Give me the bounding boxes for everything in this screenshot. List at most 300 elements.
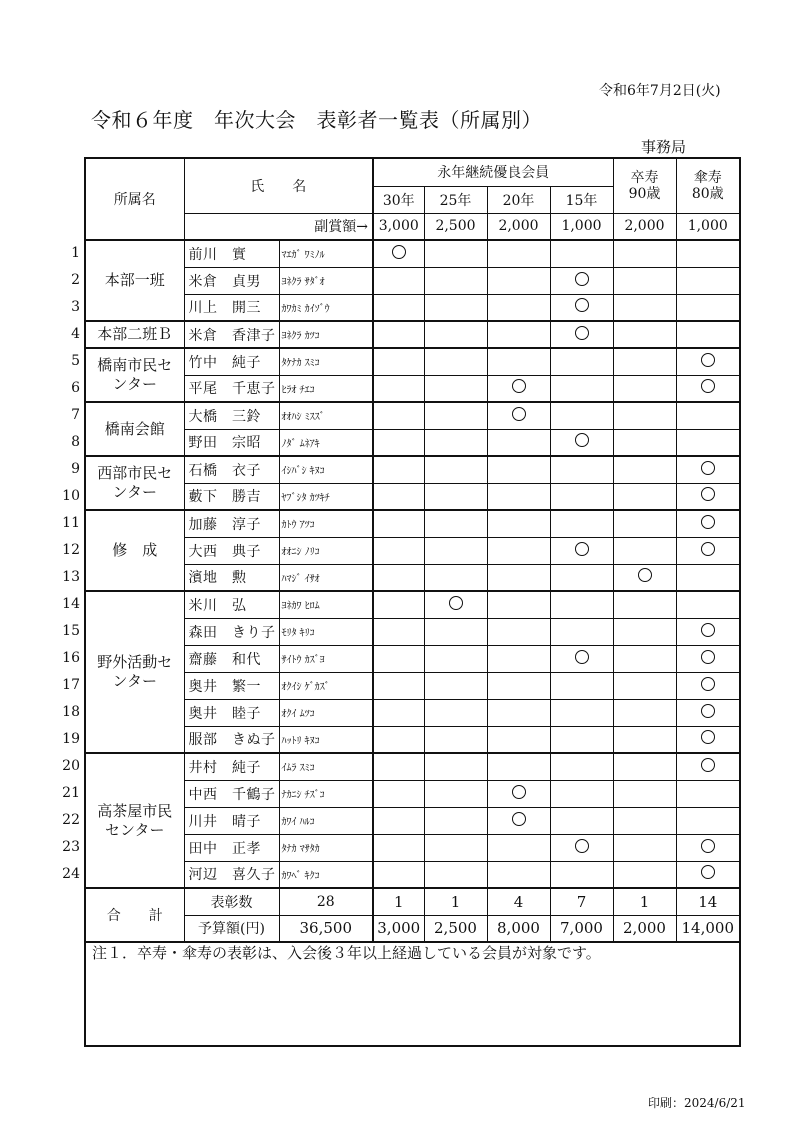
award-cell xyxy=(613,834,676,861)
award-cell xyxy=(424,618,487,645)
award-cell xyxy=(550,564,613,591)
award-cell xyxy=(487,537,550,564)
award-circle-mark xyxy=(701,542,715,556)
member-kana: ﾖﾈｸﾗ ｶﾂｺ xyxy=(279,321,373,348)
award-cell xyxy=(613,645,676,672)
award-cell xyxy=(676,375,740,402)
row-number: 13 xyxy=(62,568,80,585)
member-kana: ﾀｹﾅｶ ｽﾐｺ xyxy=(279,348,373,375)
award-circle-mark xyxy=(575,650,589,664)
award-cell xyxy=(424,294,487,321)
award-cell xyxy=(373,807,424,834)
award-cell xyxy=(487,672,550,699)
award-cell xyxy=(373,267,424,294)
award-cell xyxy=(550,429,613,456)
member-kana: ﾔﾌﾞｼﾀ ｶﾂｷﾁ xyxy=(279,483,373,510)
award-cell xyxy=(613,456,676,483)
award-circle-mark xyxy=(701,515,715,529)
award-circle-mark xyxy=(512,379,526,393)
header-sotsuju: 卒寿 90歳 xyxy=(613,158,676,213)
header-sanju: 傘寿 80歳 xyxy=(676,158,740,213)
table-row xyxy=(85,348,740,375)
header-affiliation: 所属名 xyxy=(85,158,184,240)
award-cell xyxy=(676,699,740,726)
award-cell xyxy=(676,402,740,429)
award-cell xyxy=(424,591,487,618)
note-box xyxy=(84,936,741,1047)
row-number: 21 xyxy=(62,784,80,801)
count-value: 1 xyxy=(424,888,487,915)
sub-prize-amount: 1,000 xyxy=(676,213,740,240)
row-number: 4 xyxy=(71,325,80,342)
award-cell xyxy=(550,780,613,807)
award-cell xyxy=(487,456,550,483)
award-circle-mark xyxy=(701,353,715,367)
header-20y: 20年 xyxy=(487,186,550,213)
award-cell xyxy=(424,672,487,699)
award-cell xyxy=(676,510,740,537)
table-row xyxy=(85,753,740,780)
award-cell xyxy=(613,618,676,645)
award-cell xyxy=(373,240,424,267)
award-cell xyxy=(676,672,740,699)
award-cell xyxy=(550,618,613,645)
award-cell xyxy=(424,537,487,564)
award-circle-mark xyxy=(701,650,715,664)
award-cell xyxy=(487,294,550,321)
award-circle-mark xyxy=(701,865,715,879)
table-row xyxy=(85,564,740,591)
row-number: 12 xyxy=(62,541,80,558)
award-cell xyxy=(613,699,676,726)
award-cell xyxy=(550,645,613,672)
award-cell xyxy=(424,348,487,375)
award-cell xyxy=(550,537,613,564)
member-name: 河辺 喜久子 xyxy=(184,861,279,888)
award-cell xyxy=(487,348,550,375)
award-cell xyxy=(373,483,424,510)
award-cell xyxy=(613,429,676,456)
row-number: 8 xyxy=(71,433,80,450)
member-kana: ｵｵﾊｼ ﾐｽｽﾞ xyxy=(279,402,373,429)
table-row xyxy=(85,618,740,645)
member-name: 田中 正孝 xyxy=(184,834,279,861)
award-cell xyxy=(373,753,424,780)
award-cell xyxy=(424,861,487,888)
count-value: 1 xyxy=(613,888,676,915)
member-kana: ﾉﾀﾞ ﾑﾈｱｷ xyxy=(279,429,373,456)
award-cell xyxy=(487,321,550,348)
award-cell xyxy=(487,483,550,510)
award-cell xyxy=(424,645,487,672)
award-cell xyxy=(676,321,740,348)
award-cell xyxy=(676,834,740,861)
budget-total: 36,500 xyxy=(279,915,373,942)
award-cell xyxy=(550,267,613,294)
award-cell xyxy=(487,591,550,618)
award-cell xyxy=(424,402,487,429)
award-cell xyxy=(613,321,676,348)
member-kana: ﾅｶﾆｼ ﾁｽﾞｺ xyxy=(279,780,373,807)
count-total: 28 xyxy=(279,888,373,915)
award-cell xyxy=(487,564,550,591)
award-cell xyxy=(613,564,676,591)
award-cell xyxy=(550,483,613,510)
award-cell xyxy=(550,348,613,375)
award-cell xyxy=(613,861,676,888)
award-cell xyxy=(613,294,676,321)
award-cell xyxy=(613,807,676,834)
award-cell xyxy=(487,240,550,267)
award-circle-mark xyxy=(392,245,406,259)
award-circle-mark xyxy=(701,487,715,501)
row-number: 6 xyxy=(71,379,80,396)
award-cell xyxy=(613,510,676,537)
award-cell xyxy=(424,267,487,294)
award-cell xyxy=(373,537,424,564)
header-15y: 15年 xyxy=(550,186,613,213)
affiliation-cell: 西部市民セ ンター xyxy=(85,456,184,510)
award-cell xyxy=(613,267,676,294)
member-kana: ﾊﾏｼﾞ ｲｻｵ xyxy=(279,564,373,591)
award-circle-mark xyxy=(701,839,715,853)
row-number: 19 xyxy=(62,730,80,747)
award-cell xyxy=(487,726,550,753)
table-row xyxy=(85,672,740,699)
member-kana: ﾓﾘﾀ ｷﾘｺ xyxy=(279,618,373,645)
award-cell xyxy=(373,861,424,888)
award-cell xyxy=(550,510,613,537)
member-kana: ｶﾄｳ ｱﾂｺ xyxy=(279,510,373,537)
member-name: 奥井 繁一 xyxy=(184,672,279,699)
award-cell xyxy=(373,456,424,483)
award-cell xyxy=(676,348,740,375)
table-row xyxy=(85,375,740,402)
table-row xyxy=(85,510,740,537)
member-kana: ｲﾑﾗ ｽﾐｺ xyxy=(279,753,373,780)
row-number: 18 xyxy=(62,703,80,720)
member-name: 石橋 衣子 xyxy=(184,456,279,483)
table-row xyxy=(85,402,740,429)
award-circle-mark xyxy=(575,272,589,286)
award-cell xyxy=(487,375,550,402)
office-label: 事務局 xyxy=(641,138,687,156)
sub-prize-amount: 2,500 xyxy=(424,213,487,240)
table-row xyxy=(85,429,740,456)
award-cell xyxy=(613,348,676,375)
member-name: 野田 宗昭 xyxy=(184,429,279,456)
award-cell xyxy=(550,321,613,348)
member-name: 大西 典子 xyxy=(184,537,279,564)
row-number: 5 xyxy=(71,352,80,369)
award-cell xyxy=(676,861,740,888)
award-cell xyxy=(487,753,550,780)
award-cell xyxy=(487,699,550,726)
member-kana: ｶﾜｲ ﾊﾙｺ xyxy=(279,807,373,834)
header-25y: 25年 xyxy=(424,186,487,213)
award-cell xyxy=(613,375,676,402)
table-row xyxy=(85,267,740,294)
row-number: 24 xyxy=(62,865,80,882)
row-number: 14 xyxy=(62,595,80,612)
award-cell xyxy=(550,861,613,888)
member-name: 竹中 純子 xyxy=(184,348,279,375)
award-cell xyxy=(487,402,550,429)
member-name: 米倉 貞男 xyxy=(184,267,279,294)
header-sub-prize: 副賞額→ xyxy=(184,213,373,240)
award-cell xyxy=(373,348,424,375)
row-number: 23 xyxy=(62,838,80,855)
award-cell xyxy=(613,753,676,780)
award-cell xyxy=(424,834,487,861)
award-cell xyxy=(373,402,424,429)
member-name: 服部 きぬ子 xyxy=(184,726,279,753)
award-cell xyxy=(373,672,424,699)
affiliation-cell: 本部二班Ｂ xyxy=(85,321,184,348)
table-row xyxy=(85,321,740,348)
table-row xyxy=(85,645,740,672)
note-text: 注１．卒寿・傘寿の表彰は、入会後３年以上経過している会員が対象です。 xyxy=(92,944,601,962)
award-cell xyxy=(676,240,740,267)
award-cell xyxy=(613,591,676,618)
member-kana: ｶﾜｶﾐ ｶｲｿﾞｳ xyxy=(279,294,373,321)
row-number: 1 xyxy=(71,244,80,261)
award-cell xyxy=(550,699,613,726)
member-name: 濱地 勲 xyxy=(184,564,279,591)
award-cell xyxy=(613,402,676,429)
award-cell xyxy=(676,591,740,618)
table-row xyxy=(85,726,740,753)
award-cell xyxy=(424,456,487,483)
award-cell xyxy=(550,726,613,753)
award-cell xyxy=(424,240,487,267)
award-cell xyxy=(487,807,550,834)
award-circle-mark xyxy=(701,758,715,772)
member-kana: ｵｵﾆｼ ﾉﾘｺ xyxy=(279,537,373,564)
member-name: 米倉 香津子 xyxy=(184,321,279,348)
award-cell xyxy=(487,834,550,861)
budget-value: 2,000 xyxy=(613,915,676,942)
row-number: 15 xyxy=(62,622,80,639)
affiliation-cell: 修 成 xyxy=(85,510,184,591)
member-name: 奥井 睦子 xyxy=(184,699,279,726)
award-cell xyxy=(373,834,424,861)
table-row xyxy=(85,834,740,861)
award-circle-mark xyxy=(701,704,715,718)
row-number: 22 xyxy=(62,811,80,828)
count-value: 7 xyxy=(550,888,613,915)
member-name: 藪下 勝吉 xyxy=(184,483,279,510)
award-circle-mark xyxy=(701,379,715,393)
award-cell xyxy=(550,294,613,321)
member-name: 加藤 淳子 xyxy=(184,510,279,537)
member-name: 平尾 千恵子 xyxy=(184,375,279,402)
sub-prize-amount: 3,000 xyxy=(373,213,424,240)
award-cell xyxy=(550,240,613,267)
budget-value: 2,500 xyxy=(424,915,487,942)
member-kana: ｲｼﾊﾞｼ ｷﾇｺ xyxy=(279,456,373,483)
award-cell xyxy=(550,456,613,483)
award-cell xyxy=(487,510,550,537)
member-name: 井村 純子 xyxy=(184,753,279,780)
document-title: 令和６年度 年次大会 表彰者一覧表（所属別） xyxy=(91,108,542,132)
award-cell xyxy=(613,240,676,267)
award-cell xyxy=(676,780,740,807)
table-row xyxy=(85,483,740,510)
award-cell xyxy=(613,537,676,564)
award-cell xyxy=(550,753,613,780)
member-name: 齋藤 和代 xyxy=(184,645,279,672)
award-circle-mark xyxy=(575,433,589,447)
member-name: 川上 開三 xyxy=(184,294,279,321)
award-cell xyxy=(676,483,740,510)
award-cell xyxy=(676,645,740,672)
count-label: 表彰数 xyxy=(184,888,279,915)
award-cell xyxy=(676,294,740,321)
award-cell xyxy=(676,267,740,294)
header-name: 氏 名 xyxy=(184,158,373,213)
award-cell xyxy=(550,375,613,402)
table-row xyxy=(85,591,740,618)
row-number: 9 xyxy=(71,460,80,477)
row-number: 17 xyxy=(62,676,80,693)
award-cell xyxy=(424,510,487,537)
member-name: 大橋 三鈴 xyxy=(184,402,279,429)
member-kana: ﾖﾈｸﾗ ｻﾀﾞｵ xyxy=(279,267,373,294)
award-circle-mark xyxy=(575,542,589,556)
table-row xyxy=(85,861,740,888)
budget-value: 7,000 xyxy=(550,915,613,942)
sub-prize-amount: 1,000 xyxy=(550,213,613,240)
member-name: 川井 晴子 xyxy=(184,807,279,834)
award-cell xyxy=(487,618,550,645)
award-circle-mark xyxy=(701,677,715,691)
award-circle-mark xyxy=(512,785,526,799)
award-cell xyxy=(676,537,740,564)
count-value: 1 xyxy=(373,888,424,915)
budget-value: 14,000 xyxy=(676,915,740,942)
award-circle-mark xyxy=(701,461,715,475)
member-name: 米川 弘 xyxy=(184,591,279,618)
award-cell xyxy=(487,645,550,672)
row-number: 7 xyxy=(71,406,80,423)
award-cell xyxy=(373,618,424,645)
table-row xyxy=(85,456,740,483)
affiliation-cell: 本部一班 xyxy=(85,240,184,321)
award-circle-mark xyxy=(638,568,652,582)
table-row xyxy=(85,240,740,267)
member-name: 森田 きり子 xyxy=(184,618,279,645)
award-circle-mark xyxy=(575,839,589,853)
document-date: 令和6年7月2日(火) xyxy=(599,83,721,99)
row-number: 11 xyxy=(62,514,80,531)
table-row xyxy=(85,699,740,726)
table-row xyxy=(85,807,740,834)
row-number: 16 xyxy=(62,649,80,666)
count-value: 4 xyxy=(487,888,550,915)
award-cell xyxy=(550,672,613,699)
member-kana: ﾊｯﾄﾘ ｷﾇｺ xyxy=(279,726,373,753)
sub-prize-amount: 2,000 xyxy=(487,213,550,240)
table-row xyxy=(85,780,740,807)
award-cell xyxy=(550,834,613,861)
totals-label: 合 計 xyxy=(85,888,184,942)
award-cell xyxy=(487,267,550,294)
award-circle-mark xyxy=(449,596,463,610)
award-cell xyxy=(424,699,487,726)
member-kana: ｵｸｲ ﾑﾂｺ xyxy=(279,699,373,726)
member-kana: ｶﾜﾍﾞ ｷｸｺ xyxy=(279,861,373,888)
affiliation-cell: 橋南市民セ ンター xyxy=(85,348,184,402)
award-cell xyxy=(424,780,487,807)
award-cell xyxy=(424,726,487,753)
award-cell xyxy=(676,753,740,780)
header-long-service: 永年継続優良会員 xyxy=(373,158,613,186)
row-number: 20 xyxy=(62,757,80,774)
count-value: 14 xyxy=(676,888,740,915)
award-cell xyxy=(676,618,740,645)
award-cell xyxy=(550,807,613,834)
award-circle-mark xyxy=(701,623,715,637)
member-kana: ﾀﾅｶ ﾏｻﾀｶ xyxy=(279,834,373,861)
award-cell xyxy=(373,780,424,807)
award-cell xyxy=(424,429,487,456)
award-cell xyxy=(676,807,740,834)
budget-value: 3,000 xyxy=(373,915,424,942)
award-cell xyxy=(424,321,487,348)
award-circle-mark xyxy=(701,730,715,744)
member-kana: ｵｸｲｼ ｹﾞｶｽﾞ xyxy=(279,672,373,699)
award-circle-mark xyxy=(512,812,526,826)
table-row xyxy=(85,294,740,321)
award-cell xyxy=(424,564,487,591)
award-cell xyxy=(373,429,424,456)
award-cell xyxy=(676,456,740,483)
award-circle-mark xyxy=(575,298,589,312)
awardee-table xyxy=(84,157,741,943)
affiliation-cell: 野外活動セ ンター xyxy=(85,591,184,753)
table-row xyxy=(85,537,740,564)
award-cell xyxy=(424,483,487,510)
member-kana: ﾋﾗｵ ﾁｴｺ xyxy=(279,375,373,402)
award-cell xyxy=(373,564,424,591)
member-kana: ﾖﾈｶﾜ ﾋﾛﾑ xyxy=(279,591,373,618)
award-cell xyxy=(613,726,676,753)
award-cell xyxy=(613,672,676,699)
award-cell xyxy=(676,726,740,753)
award-cell xyxy=(424,375,487,402)
row-number: 2 xyxy=(71,271,80,288)
sub-prize-amount: 2,000 xyxy=(613,213,676,240)
affiliation-cell: 橋南会館 xyxy=(85,402,184,456)
header-30y: 30年 xyxy=(373,186,424,213)
award-cell xyxy=(550,402,613,429)
award-cell xyxy=(613,780,676,807)
award-cell xyxy=(373,591,424,618)
award-cell xyxy=(373,294,424,321)
member-name: 中西 千鶴子 xyxy=(184,780,279,807)
award-cell xyxy=(424,753,487,780)
award-cell xyxy=(487,780,550,807)
budget-label: 予算額(円) xyxy=(184,915,279,942)
award-cell xyxy=(613,483,676,510)
award-circle-mark xyxy=(512,407,526,421)
award-cell xyxy=(487,429,550,456)
member-kana: ﾏｴｶﾞ ﾜﾐﾉﾙ xyxy=(279,240,373,267)
affiliation-cell: 高茶屋市民 センター xyxy=(85,753,184,888)
budget-value: 8,000 xyxy=(487,915,550,942)
award-cell xyxy=(487,861,550,888)
